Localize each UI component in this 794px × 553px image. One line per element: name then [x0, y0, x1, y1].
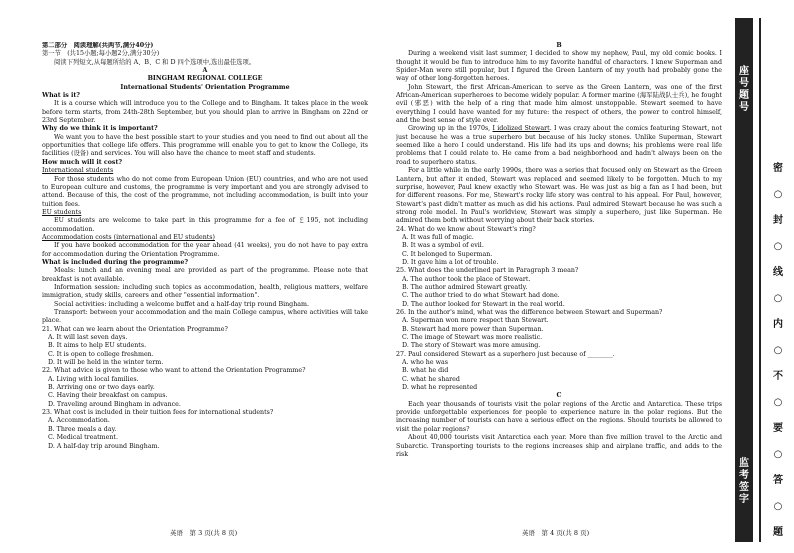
question-22: 22. What advice is given to those who want to attend the Orientation Programme?	[42, 367, 306, 375]
text: . I was crazy about the comics featuring Stewart, not just because he was a true superhero but because of his lucky stones. Unlike Superman, Stewart seemed like a hero I could understand. His life had its ups and downs; his problems were real life problems that I could relate to. He came from a bad neighborhood and hadn't always been on the road to superhero status.	[396, 125, 722, 166]
passage-a-title: BINGHAM REGIONAL COLLEGE	[147, 75, 263, 83]
page-footer-left: 英语 第 3 页(共 8 页)	[170, 529, 238, 537]
option: D. A half-day trip around Bingham.	[48, 442, 160, 450]
question-25: 25. What does the underlined part in Paragraph 3 mean?	[396, 267, 579, 275]
option: C. Medical treatment.	[48, 434, 118, 442]
option: B. what he did	[402, 367, 449, 375]
passage-a-subtitle: International Students' Orientation Programme	[120, 83, 290, 91]
option: A. The author took the place of Stewart.	[402, 275, 531, 283]
paragraph: Social activities: including a welcome buffet and a half-day trip round Bingham.	[54, 300, 309, 308]
option: D. The story of Stewart was more amusing.	[402, 342, 541, 350]
underlined-phrase: I idolized Stewart	[492, 125, 550, 133]
seal-line	[759, 18, 761, 542]
paragraph: During a weekend visit last summer, I decided to show my nephew, Paul, my old comic books. I thought it would be fun to introduce him to my favorite handful of characters. I knew Superman and Spider-Man were still popular, but I figured the Green Lantern of my youth had probably gone the way of other long-forgotten heroes.	[396, 50, 722, 83]
option: B. It aims to help EU students.	[48, 342, 147, 350]
text: Growing up in the 1970s,	[408, 125, 493, 133]
seal-circle-icon: ○	[773, 293, 783, 304]
subheading-international: International students	[42, 167, 114, 175]
question-24: 24. What do we know about Stewart's ring?	[396, 225, 536, 233]
page-footer-right: 英语 第 4 页(共 8 页)	[522, 529, 590, 537]
option: B. Three meals a day.	[48, 425, 117, 433]
heading-included: What is included during the programme?	[42, 258, 189, 266]
option: C. The image of Stewart was more realistic.	[402, 334, 543, 342]
paragraph: About 40,000 tourists visit Antarctica each year. More than five million travel to the Arctic and Subarctic. Transporting tourists to the regions increases ship and airplane traffic, and adds to the risk	[396, 434, 722, 458]
option: A. It will last seven days.	[48, 334, 128, 342]
subsection-heading: 第一节 (共15小题;每小题2分,满分30分)	[42, 50, 160, 58]
option: A. Living with local families.	[48, 375, 139, 383]
option: B. Stewart had more power than Superman.	[402, 325, 544, 333]
passage-letter-a: A	[202, 67, 208, 75]
paragraph: John Stewart, the first African-American to serve as the Green Lantern, was one of the first African-American superheroes to become widely popular. A former marine (海军陆战队士兵), he fought evil (邪恶) with the help of a ring that made him almost unstoppable. Stewart seemed to have everything I could have wanted for my future: the respect of others, the power to control himself, and the best sense of style ever.	[396, 83, 722, 125]
paragraph: Transport: between your accommodation and the main College campus, where activities will take place.	[42, 309, 368, 325]
left-page-column	[42, 42, 368, 522]
option: C. Having their breakfast on campus.	[48, 392, 168, 400]
question-27: 27. Paul considered Stewart as a superhero just because of ________.	[396, 350, 615, 358]
section-heading: 第二部分 阅读理解(共两节,满分40分)	[42, 42, 154, 49]
seal-band-bar	[735, 18, 753, 542]
option: A. Accommodation.	[48, 417, 110, 425]
option: A. who he was	[402, 359, 448, 367]
option: C. It is open to college freshmen.	[48, 350, 154, 358]
option: C. The author tried to do what Stewart had done.	[402, 292, 560, 300]
question-23: 23. What cost is included in their tuition fees for international students?	[42, 409, 274, 417]
question-21: 21. What can we learn about the Orientation Programme?	[42, 325, 228, 333]
option: C. what he shared	[402, 375, 460, 383]
paragraph: Meals: lunch and an evening meal are provided as part of the programme. Please note that breakfast is not available.	[42, 267, 368, 283]
option: D. what he represented	[402, 384, 478, 392]
paragraph: Each year thousands of tourists visit the polar regions of the Arctic and Antarctica. These trips provide unforgettable experiences for people to experience nature in the polar regions. But the increasing number of tourists can have a serious effect on the regions. Should tourists be allowed to visit the polar regions?	[396, 400, 722, 433]
instruction-text: 阅读下列短文,从每题所给的 A、B、C 和 D 四个选项中,选出最佳选项。	[54, 58, 256, 66]
seal-circle-icon: ○	[773, 345, 783, 356]
option: C. It belonged to Superman.	[402, 250, 493, 258]
paragraph: Information session: including such topics as accommodation, health, religious matters, welfare immigration, study skills, careers and other "essential information".	[42, 283, 368, 300]
option: D. Traveling around Bingham in advance.	[48, 400, 181, 408]
paragraph: EU students are welcome to take part in this programme for a fee of ￡195, not including accommodation.	[42, 217, 368, 233]
paragraph-3	[396, 125, 722, 167]
seal-band	[735, 18, 791, 542]
seal-circle-icon: ○	[773, 241, 783, 252]
seal-circle-icon: ○	[773, 189, 783, 200]
seal-circle-icon: ○	[773, 397, 783, 408]
option: A. Superman won more respect than Stewart.	[402, 317, 549, 325]
subheading-eu: EU students	[42, 208, 82, 216]
paragraph: For those students who do not come from European Union (EU) countries, and who are not used to European culture and customs, the programme is very important and you are strongly advised to attend. Because of this, the cost of the programme, not including accommodation, is built into your tuition fees.	[42, 175, 368, 208]
option: B. The author admired Stewart greatly.	[402, 283, 528, 291]
paragraph: We want you to have the best possible start to your studies and you need to find out about all the opportunities that college life offers. This programme will enable you to get to know the College, its facilities (设备) and services. You will also have the chance to meet staff and students.	[42, 133, 368, 158]
seal-warning-text: 密 ○ 封 ○ 线 ○ 内 ○ 不 ○ 要 ○ 答 ○ 题	[773, 163, 783, 538]
option: B. It was a symbol of evil.	[402, 242, 484, 250]
option: B. Arriving one or two days early.	[48, 384, 155, 392]
seal-band-bottom-text: 监 考 签 字	[739, 458, 749, 505]
option: D. It gave him a lot of trouble.	[402, 258, 499, 266]
heading-what-is-it: What is it?	[42, 92, 80, 100]
passage-letter-c: C	[556, 392, 562, 400]
seal-band-top-text: 座 号 题 号	[739, 66, 749, 113]
paragraph: It is a course which will introduce you to the College and to Bingham. It takes place in the week before term starts, from 24th-28th September, but you should plan to arrive in Bingham on 22nd or 23rd September.	[42, 100, 368, 125]
subheading-accommodation: Accommodation costs (international and EU students)	[42, 233, 215, 241]
option: A. It was full of magic.	[402, 233, 474, 241]
option: D. It will be held in the winter term.	[48, 359, 164, 367]
right-page-column	[396, 42, 722, 532]
question-26: 26. In the author's mind, what was the difference between Stewart and Superman?	[396, 309, 663, 316]
seal-circle-icon: ○	[773, 501, 783, 512]
option: D. The author looked for Stewart in the real world.	[402, 300, 565, 308]
seal-circle-icon: ○	[773, 449, 783, 460]
paragraph: If you have booked accommodation for the year ahead (41 weeks), you do not have to pay extra for accommodation during the Orientation Programme.	[42, 242, 368, 258]
heading-cost: How much will it cost?	[42, 158, 123, 166]
paragraph: For a little while in the early 1990s, there was a series that focused only on Stewart as the Green Lantern, but after it ended, Stewart was replaced and seemed likely to be forgotten. Much to my surprise, however, Paul knew exactly who Stewart was. He was just as big a fan as I had been, but for different reasons. For me, Stewart's rocky life story was central to his appeal. For Paul, however, Stewart's past didn't matter as much as did his actions. Paul admired Stewart because he was such a strong role model. In Paul's worldview, Stewart was simply a superhero, just like Superman. He admired them both without worrying about their back stories.	[396, 167, 722, 225]
passage-letter-b: B	[556, 42, 562, 49]
heading-why-important: Why do we think it is important?	[42, 125, 158, 133]
